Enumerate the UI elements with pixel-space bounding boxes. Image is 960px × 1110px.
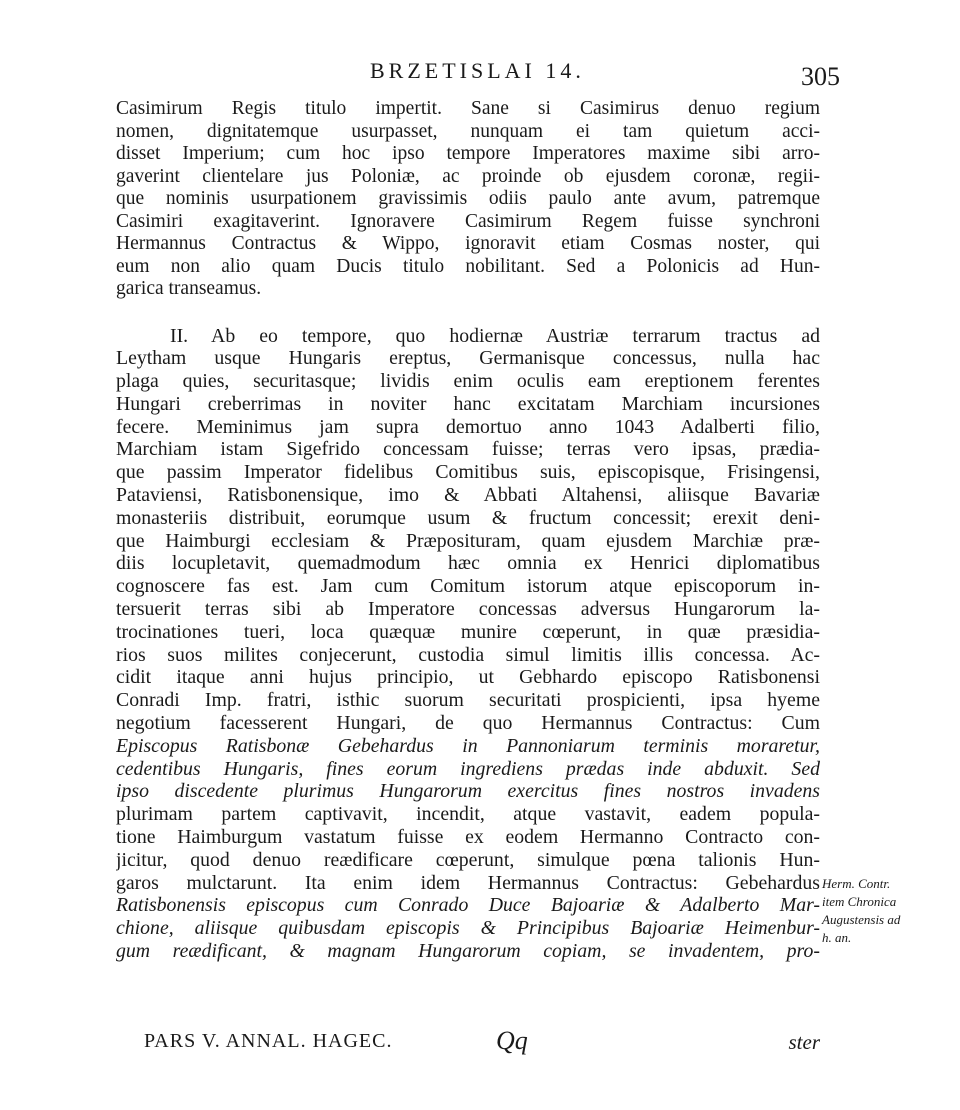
running-title: BRZETISLAI 14.: [370, 58, 585, 83]
text-line: diis locupletavit, quemadmodum hæc omnia ex Henrici diplomatibus: [116, 552, 820, 575]
text-line: fecere. Meminimus jam supra demortuo anno 1043 Adalberti filio,: [116, 415, 820, 438]
text-line: eum non alio quam Ducis titulo nobilitant. Sed a Polonicis ad Hun-: [116, 255, 820, 277]
text-line: Pataviensi, Ratisbonensique, imo & Abbati Altahensi, aliisque Bavariæ: [116, 484, 820, 507]
text-line: que nominis usurpationem gravissimis odiis paulo ante avum, patremque: [116, 188, 820, 209]
text-line: Hungari creberrimas in noviter hanc excitatam Marchiam incursiones: [116, 392, 820, 415]
page-footer: [116, 1028, 820, 1062]
text-line: nomen, dignitatemque usurpasset, nunquam ei tam quietum acci-: [116, 120, 820, 142]
text-line: plaga quies, securitasque; lividis enim oculis eam ereptionem ferentes: [116, 370, 820, 393]
body-text: [116, 98, 820, 963]
margin-note-line: h. an.: [822, 930, 852, 945]
page-number: 305: [801, 62, 840, 91]
text-line: Episcopus Ratisbonæ Gebehardus in Pannoniarum terminis moraretur,: [116, 734, 820, 757]
text-line: Marchiam istam Sigefrido concessam fuisse; terras vero ipsas, prædia-: [116, 438, 820, 461]
signature-line: PARS V. ANNAL. HAGEC.: [144, 1030, 393, 1052]
text-line: negotium facesserent Hungari, de quo Hermannus Contractus: Cum: [116, 712, 820, 735]
text-line: Ratisbonensis episcopus cum Conrado Duce Bajoariæ & Adalberto Mar-: [116, 894, 820, 917]
text-line: gum reædificant, & magnam Hungarorum copiam, se invadentem, pro-: [116, 940, 820, 963]
text-line: cedentibus Hungaris, fines eorum ingrediens prædas inde abduxit. Sed: [116, 757, 820, 780]
paragraph-2: [116, 325, 820, 963]
text-line: tione Haimburgum vastatum fuisse ex eodem Hermanno Contracto con-: [116, 826, 820, 849]
text-line: Casimiri exagitaverint. Ignoravere Casimirum Regem fuisse synchroni: [116, 210, 820, 232]
text-line: Casimirum Regis titulo impertit. Sane si Casimirus denuo regium: [116, 98, 820, 119]
text-line: gaverint clientelare jus Poloniæ, ac proinde ob ejusdem coronæ, regii-: [116, 165, 820, 187]
text-line: Leytham usque Hungaris ereptus, Germanisque concessus, nulla hac: [116, 347, 820, 370]
text-line: jicitur, quod denuo reædificare cœperunt, simulque pœna talionis Hun-: [116, 848, 820, 871]
text-line: II. Ab eo tempore, quo hodiernæ Austriæ terrarum tractus ad: [170, 324, 820, 347]
paragraph-gap: [116, 301, 820, 325]
text-line: que passim Imperator fidelibus Comitibus suis, episcopisque, Frisingensi,: [116, 461, 820, 484]
text-line: chione, aliisque quibusdam episcopis & Principibus Bajoariæ Heimenbur-: [116, 917, 820, 940]
margin-note: [822, 875, 942, 947]
text-line: disset Imperium; cum hoc ipso tempore Imperatores maxime sibi arro-: [116, 143, 820, 164]
text-line: plurimam partem captivavit, incendit, atque vastavit, eadem popula-: [116, 803, 820, 826]
margin-note-line: Augustensis ad: [822, 912, 901, 927]
catchword: ster: [788, 1030, 820, 1054]
running-head: [120, 58, 840, 98]
text-line: garica transeamus.: [116, 278, 262, 299]
text-line: cognoscere fas est. Jam cum Comitum istorum atque episcoporum in-: [116, 575, 820, 598]
paragraph-1: [116, 98, 820, 301]
text-line: que Haimburgi ecclesiam & Præposituram, quam ejusdem Marchiæ præ-: [116, 529, 820, 552]
margin-note-line: item Chronica: [822, 894, 897, 909]
text-line: tersuerit terras sibi ab Imperatore concessas adversus Hungarorum la-: [116, 598, 820, 621]
text-line: ipso discedente plurimus Hungarorum exercitus fines nostros invadens: [116, 780, 820, 803]
text-line: Conradi Imp. fratri, isthic suorum securitati prospicienti, ipsa hyeme: [116, 689, 820, 712]
text-line: rios suos milites conjecerunt, custodia simul limitis illis concessa. Ac-: [116, 643, 820, 666]
text-line: Hermannus Contractus & Wippo, ignoravit etiam Cosmas noster, qui: [116, 233, 820, 254]
margin-note-line: Herm. Contr.: [822, 876, 891, 891]
text-line: garos mulctarunt. Ita enim idem Hermannus Contractus: Gebehardus: [116, 871, 820, 894]
text-line: trocinationes tueri, loca quæquæ munire cœperunt, in quæ præsidia-: [116, 620, 820, 643]
sheet-mark: Qq: [496, 1026, 528, 1055]
text-line: cidit itaque anni hujus principio, ut Gebhardo episcopo Ratisbonensi: [116, 666, 820, 689]
text-line: monasteriis distribuit, eorumque usum & fructum concessit; erexit deni-: [116, 506, 820, 529]
